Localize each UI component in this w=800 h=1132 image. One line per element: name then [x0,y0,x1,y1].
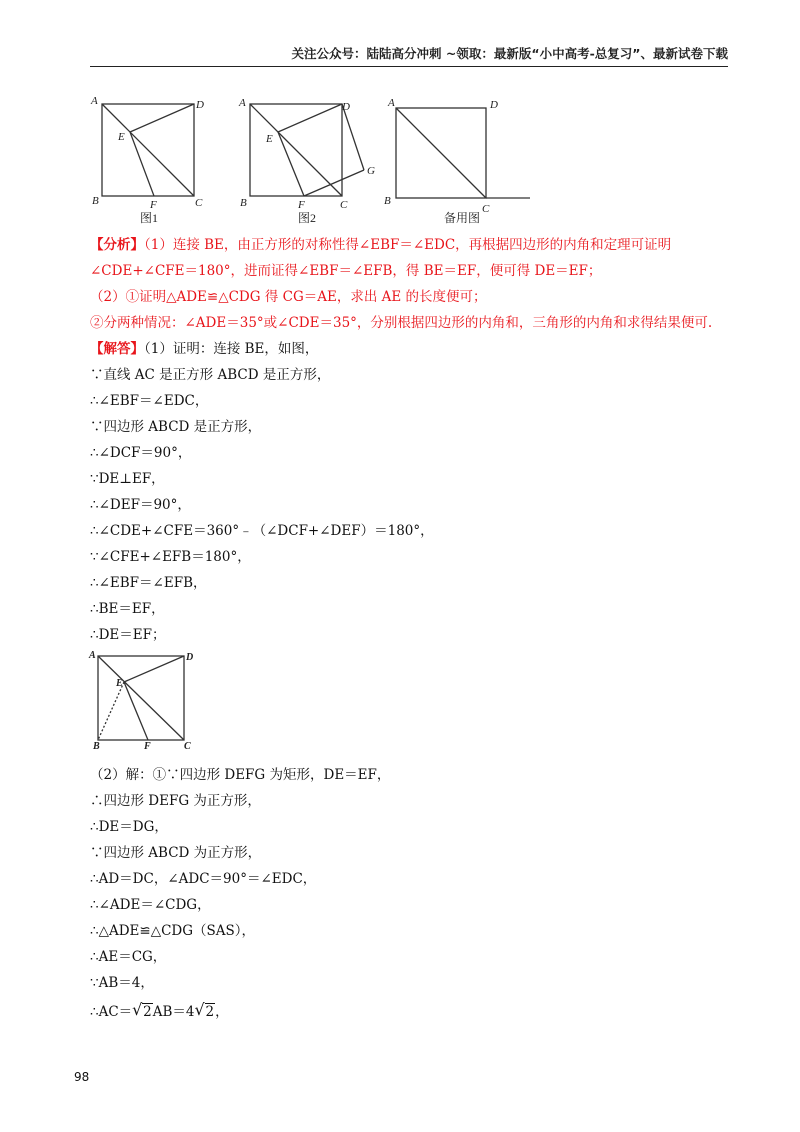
analysis-tag: 【分析】 [90,237,144,253]
solution-step: ∴∠DCF＝90°， [90,445,192,461]
fig3-label-C: C [482,203,490,215]
solution-step: ∴△ADE≌△CDG（SAS）， [90,923,256,939]
fig3-label-A: A [388,97,395,109]
figure-row [88,92,548,232]
fig4-label-E: E [116,678,123,689]
fig4-label-B: B [93,741,100,750]
solution-step: ∵直线 AC 是正方形 ABCD 是正方形， [90,367,331,383]
fig2-caption: 图2 [298,211,317,225]
sqrt-2-radicand: 2 [205,1004,215,1020]
solution-step: ∴四边形 DEFG 为正方形， [90,793,261,809]
fig1-label-C: C [195,197,203,209]
fig2-label-F: F [298,199,305,211]
solution-line-0 [90,339,318,359]
fig2-label-D: D [342,101,350,113]
fig2-label-B: B [240,197,247,209]
analysis-line-2: ∠CDE+∠CFE＝180°，进而证得∠EBF＝∠EFB，得 BE＝EF，便可得 DE＝EF； [90,263,602,279]
fig1-label-B: B [92,195,99,207]
fig3-label-D: D [490,99,498,111]
solution-step: ∵四边形 ABCD 是正方形， [90,419,262,435]
header-text: 关注公众号：陆陆高分冲刺 ~领取：最新版“小中高考-总复习”、最新试卷下载 [291,46,728,61]
solution-step: ∴∠EBF＝∠EFB， [90,575,207,591]
fig1-label-A: A [91,95,98,107]
fig1-label-E: E [118,131,125,143]
fig4-label-C: C [184,741,191,750]
solution-step: ∴AE＝CG， [90,949,167,965]
solution-step: ∴DE＝DG， [90,819,168,835]
fig4-label-A: A [89,650,96,661]
fig3-caption: 备用图 [444,211,481,225]
solution-step: ∴∠CDE+∠CFE＝360°﹣（∠DCF+∠DEF）＝180°， [90,523,434,539]
figure-1 [102,104,194,196]
solution-step: ∴BE＝EF， [90,601,165,617]
figure-3 [396,108,530,198]
solution-step: ∴∠ADE＝∠CDG， [90,897,211,913]
solution-step: （2）解：①∵四边形 DEFG 为矩形，DE＝EF， [90,767,391,783]
solution-tag: 【解答】 [90,341,144,357]
solution-step: ∵DE⊥EF， [90,471,165,487]
fig1-label-F: F [150,199,157,211]
last-prefix: ∴AC＝ [90,1004,133,1020]
page-header [90,44,728,67]
fig1-caption: 图1 [140,211,159,225]
analysis-text-1: （1）连接 BE，由正方形的对称性得∠EBF＝∠EDC，再根据四边形的内角和定理可证明 [144,237,672,253]
fig4-label-F: F [144,741,151,750]
fig2-label-C: C [340,199,348,211]
analysis-line-4: ②分两种情况：∠ADE＝35°或∠CDE＝35°，分别根据四边形的内角和，三角形的内角和求得结果便可. [90,315,713,331]
fig2-label-A: A [239,97,246,109]
solution-step: ∴∠DEF＝90°， [90,497,191,513]
solution-step: ∵∠CFE+∠EFB＝180°， [90,549,251,565]
fig2-label-G: G [367,165,375,177]
solution-step: ∴∠EBF＝∠EDC， [90,393,209,409]
sqrt-1 [132,1002,153,1022]
sqrt-1-radicand: 2 [143,1004,152,1020]
fig3-label-B: B [384,195,391,207]
solution-step: ∵四边形 ABCD 为正方形， [90,845,262,861]
fig1-label-D: D [196,99,204,111]
fig2-label-E: E [266,133,273,145]
page-number: 98 [74,1070,90,1084]
last-mid: AB＝4 [152,1004,195,1020]
fig4-label-D: D [186,652,194,663]
solution-step: ∴AD＝DC，∠ADC＝90°＝∠EDC， [90,871,317,887]
figure-4 [88,648,198,750]
solution-text-0: （1）证明：连接 BE，如图， [144,341,319,357]
solution-step: ∵AB＝4， [90,975,154,991]
sqrt-2 [195,1002,216,1022]
analysis-line-3: （2）①证明△ADE≌△CDG 得 CG＝AE，求出 AE 的长度便可； [90,289,487,305]
last-suffix: ， [215,1004,229,1020]
solution-step: ∴DE＝EF； [90,627,166,643]
figure-2 [250,104,364,196]
analysis-line-1 [90,235,671,255]
solution-last-line [90,1002,229,1022]
